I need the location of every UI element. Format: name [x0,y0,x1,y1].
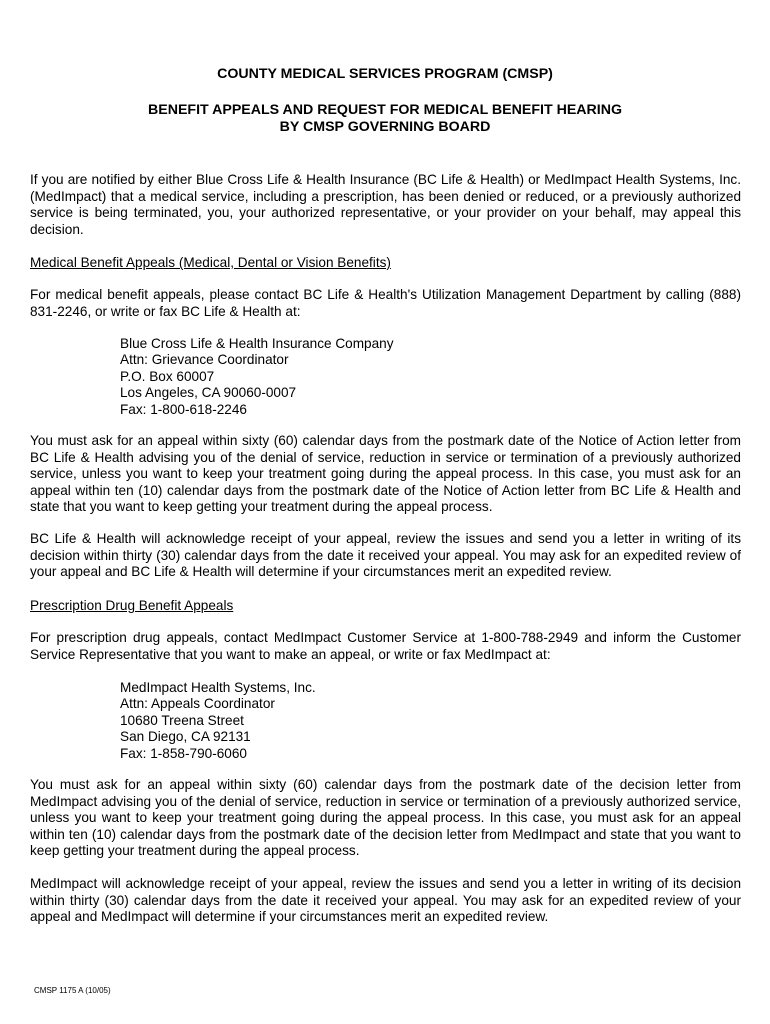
document-title: COUNTY MEDICAL SERVICES PROGRAM (CMSP) [217,66,553,82]
address-line: 10680 Treena Street [120,712,244,728]
medical-acknowledge-paragraph: BC Life & Health will acknowledge receipt of your appeal, review the issues and send you a letter in writing of its decision within thirty (30) calendar days from the date it received your appeal. You may ask for an expedited review of your appeal and BC Life & Health will determine if your circumstances merit an expedited review. [30,531,741,580]
address-line: San Diego, CA 92131 [120,729,251,745]
address-line: Attn: Grievance Coordinator [120,352,289,368]
intro-paragraph: If you are notified by either Blue Cross Life & Health Insurance (BC Life & Health) or MedImpact Health Systems, Inc. (MedImpact) that a medical service, including a prescription, has been denied or reduced, or a previously authorized service is being terminated, you, your authorized representative, or your provider on your behalf, may appeal this decision. [30,172,741,237]
document-subtitle-line1: BENEFIT APPEALS AND REQUEST FOR MEDICAL BENEFIT HEARING [148,102,622,118]
address-line: Attn: Appeals Coordinator [120,696,275,712]
prescription-deadline-paragraph: You must ask for an appeal within sixty (60) calendar days from the postmark date of the decision letter from MedImpact advising you of the denial of service, reduction in service or termination of a previously authorized service, unless you want to keep your treatment going during the appeal process. In this case, you must ask for an appeal within ten (10) calendar days from the postmark date of the decision letter from MedImpact and state that you want to keep getting your treatment during the appeal process. [30,777,741,859]
address-line: Fax: 1-800-618-2246 [120,401,247,417]
prescription-appeals-heading: Prescription Drug Benefit Appeals [30,598,234,613]
document-subtitle-line2: BY CMSP GOVERNING BOARD [279,119,491,135]
address-line: P.O. Box 60007 [120,368,215,384]
address-line: Los Angeles, CA 90060-0007 [120,385,297,401]
prescription-contact-paragraph: For prescription drug appeals, contact MedImpact Customer Service at 1-800-788-2949 and inform the Customer Service Representative that you want to make an appeal, or write or fax MedImpact at: [30,630,741,662]
address-line: Blue Cross Life & Health Insurance Company [120,336,394,351]
address-line: MedImpact Health Systems, Inc. [120,680,316,695]
medical-contact-paragraph: For medical benefit appeals, please contact BC Life & Health's Utilization Management Department by calling (888) 831-2246, or write or fax BC Life & Health at: [30,287,741,319]
medimpact-address-block [120,680,316,762]
medical-deadline-paragraph: You must ask for an appeal within sixty (60) calendar days from the postmark date of the Notice of Action letter from BC Life & Health advising you of the denial of service, reduction in service or termination of a previously authorized service, unless you want to keep your treatment going during the appeal process. In this case, you must ask for an appeal within ten (10) calendar days from the postmark date of the Notice of Action letter from BC Life & Health and state that you want to keep getting your treatment during the appeal process. [30,433,741,515]
bc-life-address-block [120,336,394,418]
address-line: Fax: 1-858-790-6060 [120,745,247,761]
form-code: CMSP 1175 A (10/05) [34,986,111,995]
prescription-acknowledge-paragraph: MedImpact will acknowledge receipt of your appeal, review the issues and send you a letter in writing of its decision within thirty (30) calendar days from the date it received your appeal. You may ask for an expedited review of your appeal and MedImpact will determine if your circumstances merit an expedited review. [30,876,741,925]
medical-appeals-heading: Medical Benefit Appeals (Medical, Dental or Vision Benefits) [30,255,391,270]
